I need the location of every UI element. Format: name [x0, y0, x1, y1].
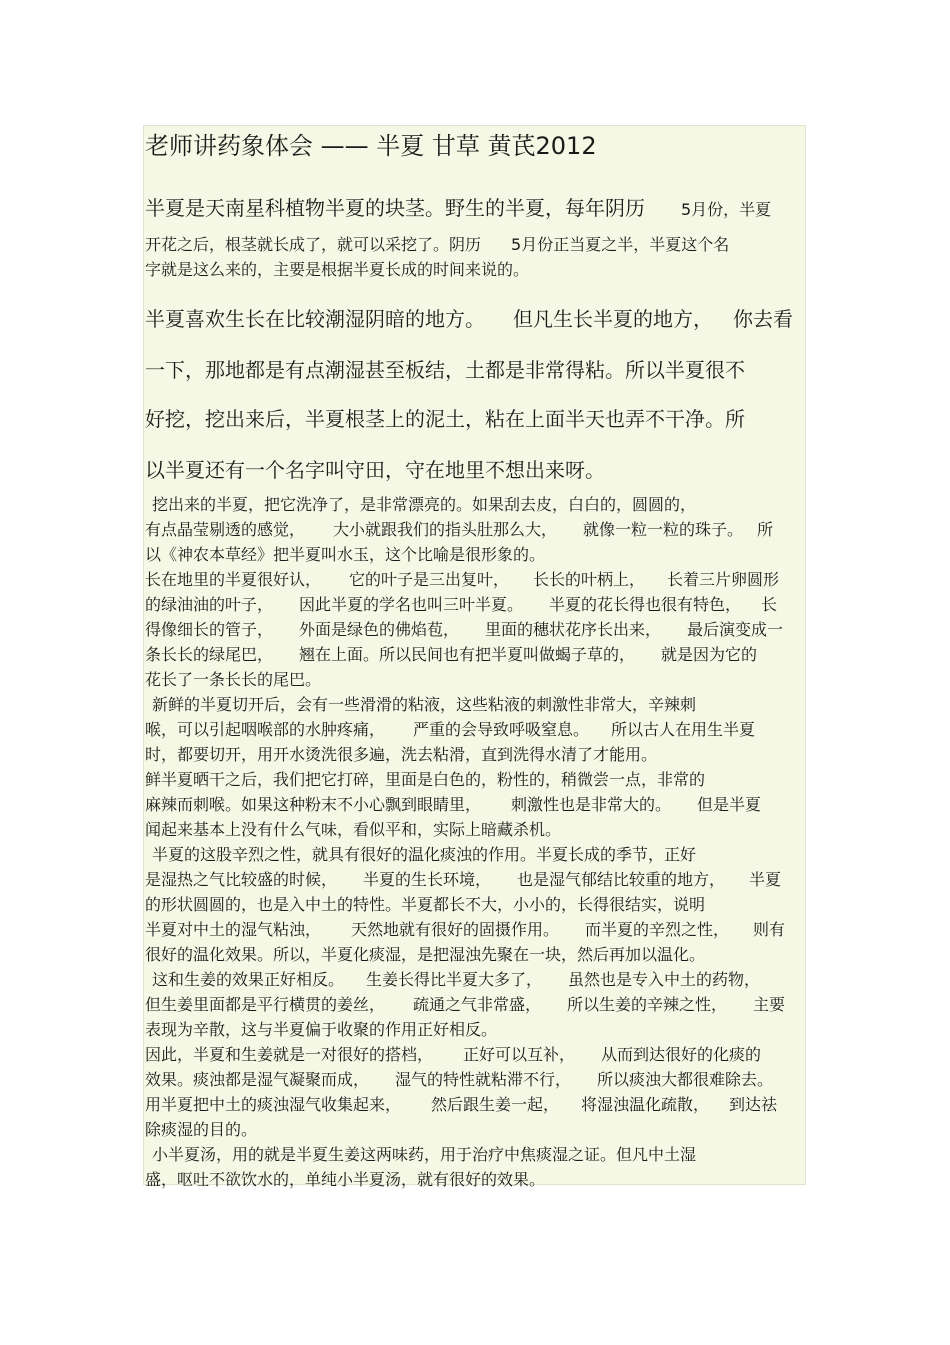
text-line: 以《神农本草经》把半夏叫水玉，这个比喻是很形象的。: [145, 545, 546, 564]
text-line: 因此，半夏和生姜就是一对很好的搭档， 正好可以互补， 从而到达很好的化痰的: [145, 1045, 762, 1064]
text-line: 一下，那地都是有点潮湿甚至板结，土都是非常得粘。所以半夏很不: [145, 358, 745, 382]
text-line: 半夏的这股辛烈之性，就具有很好的温化痰浊的作用。半夏长成的季节，正好: [152, 845, 697, 864]
text-line: 这和生姜的效果正好相反。 生姜长得比半夏大多了， 虽然也是专入中土的药物，: [152, 970, 761, 989]
text-line: 新鲜的半夏切开后，会有一些滑滑的粘液，这些粘液的刺激性非常大，辛辣刺: [152, 695, 697, 714]
text-line: 鲜半夏晒干之后，我们把它打碎，里面是白色的，粉性的，稍微尝一点，非常的: [145, 770, 706, 789]
text-line: 半夏对中土的湿气粘浊， 天然地就有很好的固摄作用。 而半夏的辛烈之性， 则有: [145, 920, 786, 939]
text-line: 但生姜里面都是平行横贯的姜丝， 疏通之气非常盛， 所以生姜的辛辣之性， 主要: [145, 995, 786, 1014]
text-line: 好挖，挖出来后，半夏根茎上的泥土，粘在上面半天也弄不干净。所: [145, 407, 745, 431]
text-line: 表现为辛散，这与半夏偏于收聚的作用正好相反。: [145, 1020, 498, 1039]
text-line: 时，都要切开，用开水烫洗很多遍，洗去粘滑，直到洗得水清了才能用。: [145, 745, 658, 764]
text-line: 喉，可以引起咽喉部的水肿疼痛， 严重的会导致呼吸窒息。 所以古人在用生半夏: [145, 720, 756, 739]
text-line: 用半夏把中土的痰浊湿气收集起来， 然后跟生姜一起， 将湿浊温化疏散， 到达祛: [145, 1095, 778, 1114]
text-line: 条长长的绿尾巴， 翘在上面。所以民间也有把半夏叫做蝎子草的， 就是因为它的: [145, 645, 758, 664]
text-line: 的绿油油的叶子， 因此半夏的学名也叫三叶半夏。 半夏的花长得也很有特色， 长: [145, 595, 778, 614]
text-line: 得像细长的管子， 外面是绿色的佛焰苞， 里面的穗状花序长出来， 最后演变成一: [145, 620, 784, 639]
text-line: 半夏是天南星科植物半夏的块茎。野生的半夏，每年阴历 5月份，半夏: [145, 196, 772, 220]
text-line: 挖出来的半夏，把它洗净了，是非常漂亮的。如果刮去皮，白白的，圆圆的，: [152, 495, 697, 514]
text-line: 效果。痰浊都是湿气凝聚而成， 湿气的特性就粘滞不行， 所以痰浊大都很难除去。: [145, 1070, 774, 1089]
text-line: 开花之后，根茎就长成了，就可以采挖了。阴历 5月份正当夏之半，半夏这个名: [145, 235, 730, 254]
text-line: 以半夏还有一个名字叫守田，守在地里不想出来呀。: [145, 458, 605, 482]
text-line: 字就是这么来的，主要是根据半夏长成的时间来说的。: [145, 260, 530, 279]
text-line: 半夏喜欢生长在比较潮湿阴暗的地方。 但凡生长半夏的地方， 你去看: [145, 307, 793, 331]
text-line: 有点晶莹剔透的感觉， 大小就跟我们的指头肚那么大， 就像一粒一粒的珠子。 所: [145, 520, 774, 539]
text-line: 花长了一条长长的尾巴。: [145, 670, 322, 689]
text-line: 除痰湿的目的。: [145, 1120, 258, 1139]
text-line: 闻起来基本上没有什么气味，看似平和，实际上暗藏杀机。: [145, 820, 562, 839]
text-line: 长在地里的半夏很好认， 它的叶子是三出复叶， 长长的叶柄上， 长着三片卵圆形: [145, 570, 780, 589]
text-line: 是湿热之气比较盛的时候， 半夏的生长环境， 也是湿气郁结比较重的地方， 半夏: [145, 870, 782, 889]
text-line: 盛，呕吐不欲饮水的，单纯小半夏汤，就有很好的效果。: [145, 1170, 546, 1189]
text-line: 的形状圆圆的，也是入中土的特性。半夏都长不大，小小的，长得很结实，说明: [145, 895, 706, 914]
text-line: 小半夏汤，用的就是半夏生姜这两味药，用于治疗中焦痰湿之证。但凡中土湿: [152, 1145, 697, 1164]
document-title: 老师讲药象体会 —— 半夏 甘草 黄芪2012: [145, 132, 597, 160]
text-line: 麻辣而刺喉。如果这种粉末不小心飘到眼睛里， 刺激性也是非常大的。 但是半夏: [145, 795, 762, 814]
text-line: 很好的温化效果。所以，半夏化痰湿，是把湿浊先聚在一块，然后再加以温化。: [145, 945, 706, 964]
